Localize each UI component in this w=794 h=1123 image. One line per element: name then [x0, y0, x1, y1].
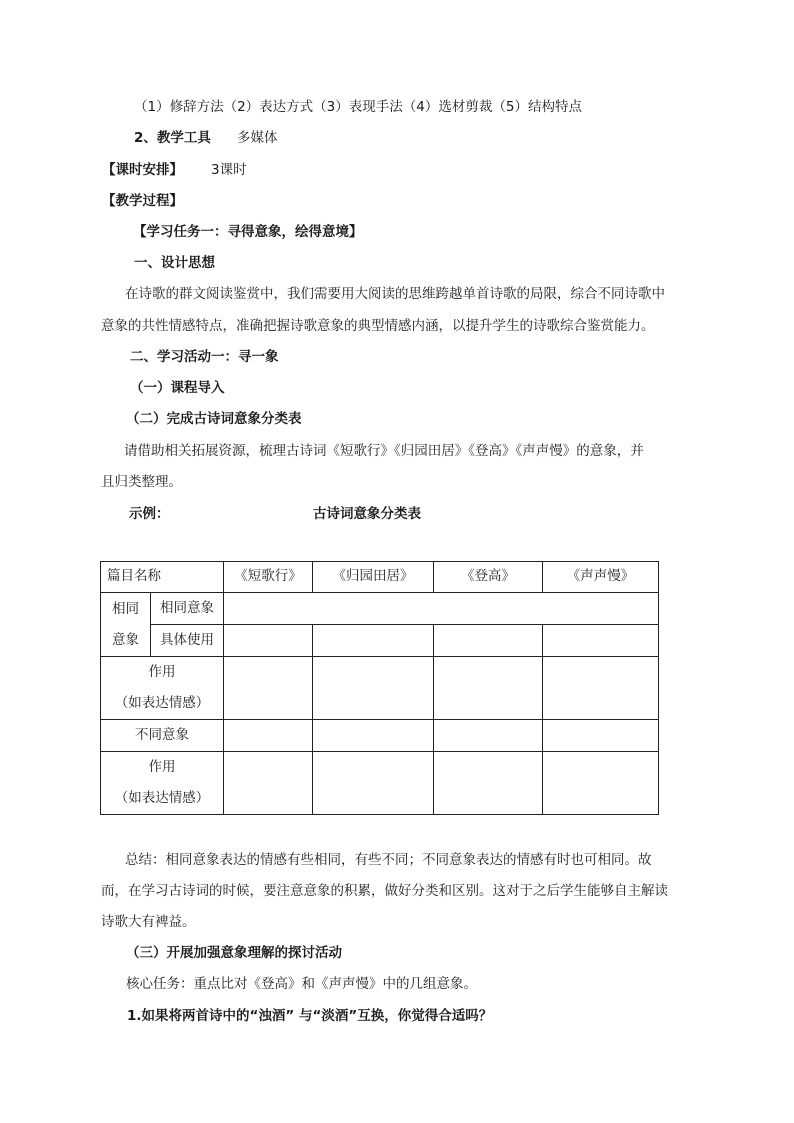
- subsection-heading: （二）完成古诗词意象分类表: [126, 411, 302, 427]
- row-group-label-line: 相同: [112, 600, 139, 617]
- paragraph-line: 请借助相关拓展资源，梳理古诗词《短歌行》《归园田居》《登高》《声声慢》的意象，并: [124, 443, 644, 459]
- header-cell: 篇目名称: [101, 562, 224, 593]
- table-cell: [434, 720, 543, 752]
- table-cell: [313, 752, 434, 815]
- question-line: 1.如果将两首诗中的“浊酒” 与“淡酒”互换，你觉得合适吗？: [127, 1008, 493, 1024]
- paragraph-line: 在诗歌的群文阅读鉴赏中，我们需要用大阅读的思维跨越单首诗歌的局限，综合不同诗歌中: [125, 286, 665, 302]
- subsection-heading: （三）开展加强意象理解的探讨活动: [126, 945, 342, 961]
- section-heading: 2、教学工具: [134, 130, 211, 146]
- row-label-line: （如表达情感）: [114, 695, 210, 711]
- table-cell: [543, 720, 659, 752]
- header-cell: 《短歌行》: [224, 562, 313, 593]
- table-cell: [224, 625, 313, 657]
- table-cell: [224, 720, 313, 752]
- summary-line: 而，在学习古诗词的时候，要注意意象的积累，做好分类和区别。这对于之后学生能够自主解读: [101, 883, 668, 899]
- row-label: 相同意象: [151, 593, 224, 625]
- subsection-heading: （一）课程导入: [130, 380, 225, 396]
- paragraph-line: 且归类整理。: [101, 474, 182, 490]
- row-label-line: 作用: [148, 664, 176, 680]
- table-cell: [543, 752, 659, 815]
- paragraph-line: 意象的共性情感特点，准确把握诗歌意象的典型情感内涵，以提升学生的诗歌综合鉴赏能力。: [101, 318, 655, 334]
- row-label: [101, 657, 224, 720]
- row-label: 具体使用: [151, 625, 224, 657]
- table-cell: [434, 752, 543, 815]
- row-group-label: [101, 593, 151, 657]
- table-cell: [313, 625, 434, 657]
- section-heading: 一、设计思想: [134, 255, 215, 271]
- header-cell: 《归园田居》: [313, 562, 434, 593]
- summary-line: 总结：相同意象表达的情感有些相同，有些不同；不同意象表达的情感有时也可相同。故: [125, 852, 652, 868]
- table-caption: 古诗词意象分类表: [313, 506, 421, 522]
- header-cell: 《声声慢》: [543, 562, 659, 593]
- section-heading: 【课时安排】: [102, 162, 183, 178]
- text-line: （1）修辞方法（2）表达方式（3）表现手法（4）选材剪裁（5）结构特点: [134, 99, 582, 115]
- table-cell: [434, 625, 543, 657]
- example-label: 示例：: [129, 506, 170, 522]
- table-cell: [224, 657, 313, 720]
- table-cell: [543, 625, 659, 657]
- row-label-line: 作用: [148, 759, 176, 775]
- row-label-line: （如表达情感）: [114, 790, 210, 806]
- row-label: 不同意象: [101, 720, 224, 752]
- table-cell: [313, 720, 434, 752]
- table-cell: [313, 657, 434, 720]
- section-heading: 【教学过程】: [102, 193, 183, 209]
- row-group-label-line: 意象: [112, 631, 139, 648]
- table-cell: [224, 752, 313, 815]
- table-cell: [224, 593, 659, 625]
- imagery-classification-table: [100, 561, 659, 815]
- text-value: 多媒体: [237, 130, 278, 146]
- row-label: [101, 752, 224, 815]
- table-cell: [434, 657, 543, 720]
- summary-line: 诗歌大有裨益。: [101, 914, 196, 930]
- table-cell: [543, 657, 659, 720]
- paragraph-line: 核心任务：重点比对《登高》和《声声慢》中的几组意象。: [126, 976, 477, 992]
- header-cell: 《登高》: [434, 562, 543, 593]
- text-value: 3课时: [211, 162, 247, 178]
- task-heading: 【学习任务一：寻得意象，绘得意境】: [133, 224, 363, 240]
- section-heading: 二、学习活动一：寻一象: [130, 349, 279, 365]
